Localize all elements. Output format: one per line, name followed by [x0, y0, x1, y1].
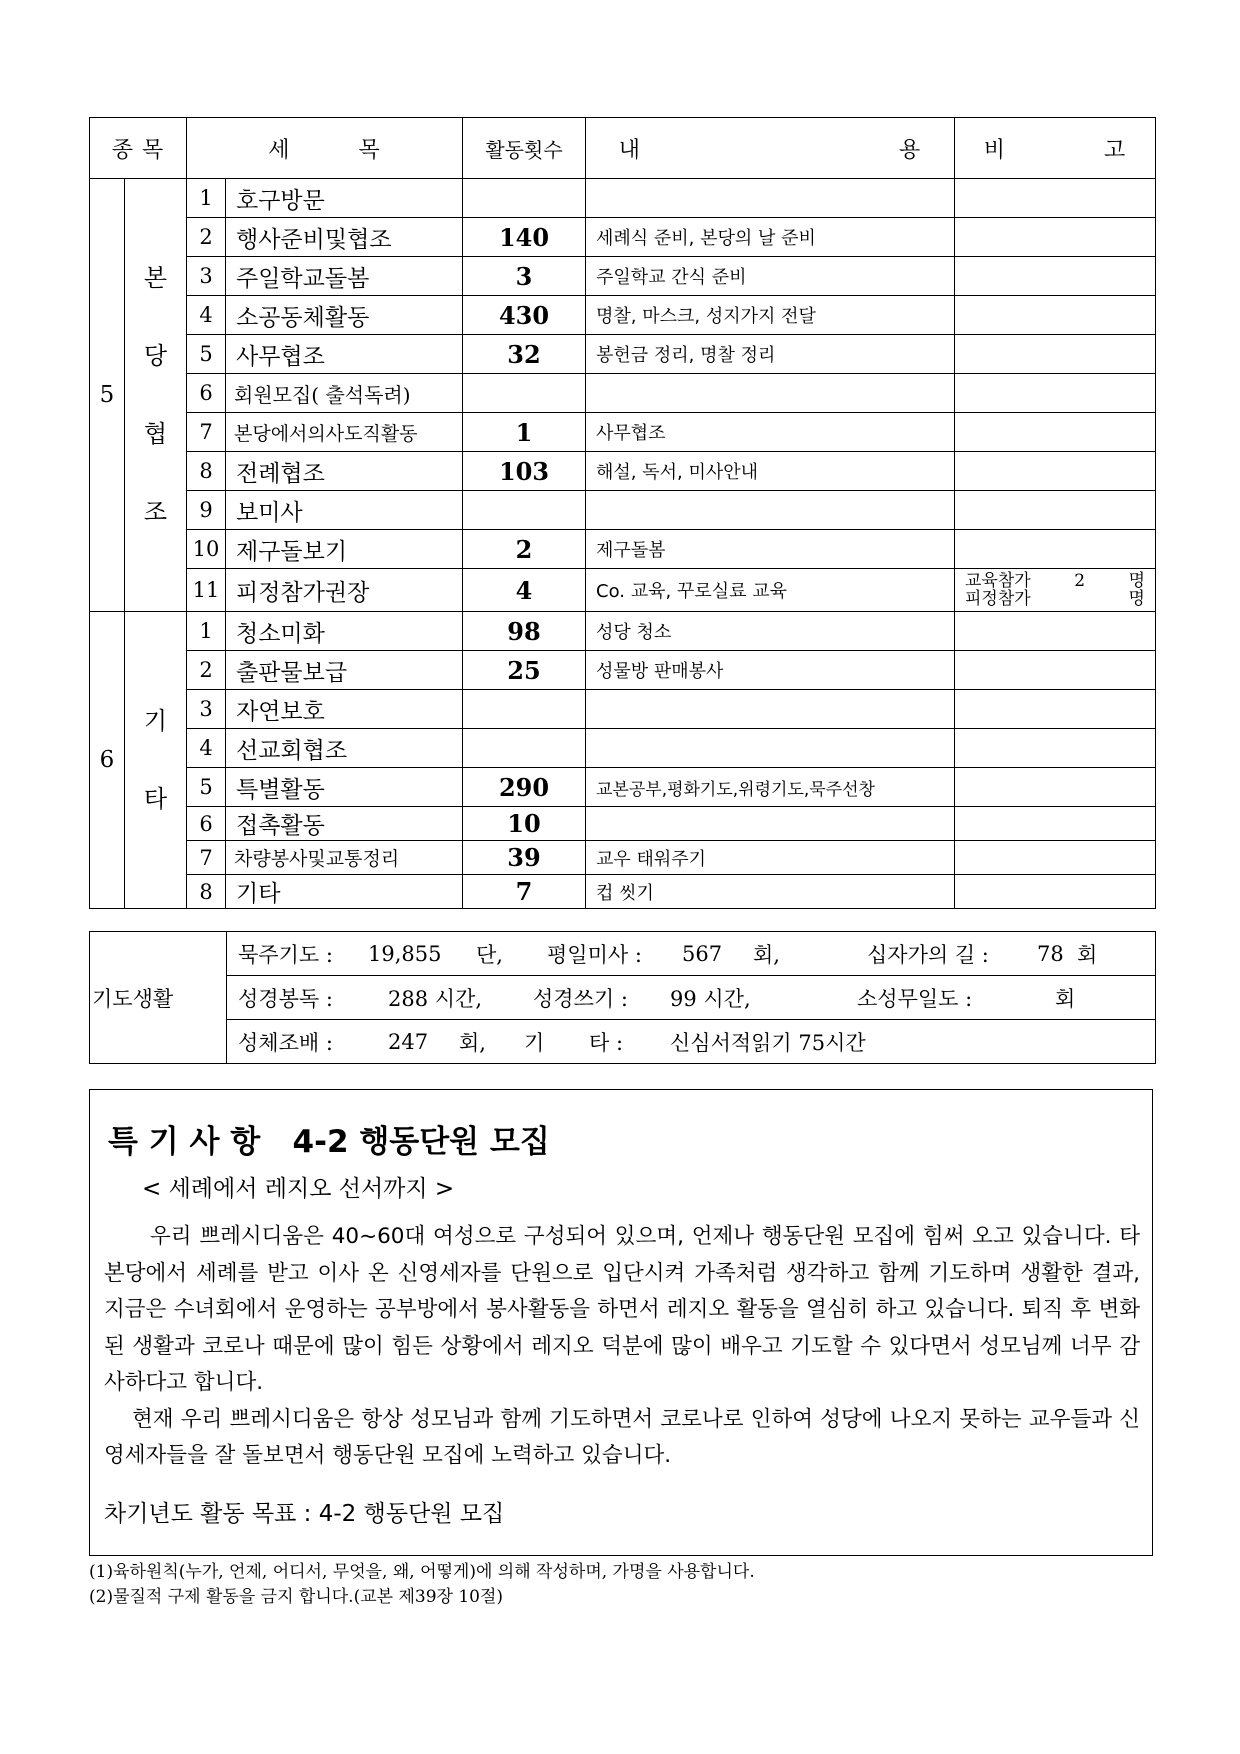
item-number: 5	[187, 335, 226, 374]
remark-cell	[955, 491, 1156, 530]
category-number: 6	[90, 612, 125, 909]
activity-description: 사무협조	[586, 413, 955, 452]
table-row	[90, 335, 1156, 374]
item-number: 4	[187, 729, 226, 768]
table-row	[90, 296, 1156, 335]
prayer-row-3	[227, 1020, 1156, 1064]
activity-count: 1	[463, 413, 586, 452]
item-name: 행사준비및협조	[226, 218, 463, 257]
item-name: 피정참가권장	[226, 569, 463, 612]
table-row	[90, 218, 1156, 257]
remark-part: 명	[1128, 571, 1145, 591]
activity-count	[463, 690, 586, 729]
item-number: 3	[187, 690, 226, 729]
item-name: 전례협조	[226, 452, 463, 491]
bible-reading-value: 288 시간,	[388, 986, 483, 1011]
item-name: 특별활동	[226, 768, 463, 807]
table-row	[90, 257, 1156, 296]
table-row	[90, 530, 1156, 569]
activity-count: 290	[463, 768, 586, 807]
table-row	[90, 768, 1156, 807]
table-row	[90, 612, 1156, 651]
activity-description: 명찰, 마스크, 성지가지 전달	[586, 296, 955, 335]
prayer-row-2	[227, 976, 1156, 1020]
remark-cell	[955, 530, 1156, 569]
activity-description: 해설, 독서, 미사안내	[586, 452, 955, 491]
category-name-char: 타	[143, 785, 168, 813]
table-row	[90, 374, 1156, 413]
activity-description	[586, 179, 955, 218]
activity-description: 제구돌봄	[586, 530, 955, 569]
footnote-2: (2)물질적 구제 활동을 금지 합니다.(교본 제39장 10절)	[89, 1587, 504, 1607]
category-name-char: 본	[143, 264, 168, 292]
item-number: 2	[187, 651, 226, 690]
table-row	[90, 807, 1156, 841]
weekday-mass-label: 평일미사 :	[547, 942, 642, 967]
special-title: 특 기 사 항 4-2 행동단원 모집	[108, 1124, 550, 1160]
footnote-1: (1)육하원칙(누가, 언제, 어디서, 무엇을, 왜, 어떻게)에 의해 작성하며, 가명을 사용합니다.	[89, 1562, 755, 1582]
table-row	[90, 179, 1156, 218]
activity-description: 교본공부,평화기도,위령기도,묵주선창	[586, 768, 955, 807]
activity-description: 세례식 준비, 본당의 날 준비	[586, 218, 955, 257]
remark-cell	[955, 807, 1156, 841]
little-office-label: 소성무일도 :	[857, 986, 973, 1011]
stations-value: 78	[1037, 941, 1064, 966]
item-number: 1	[187, 179, 226, 218]
special-body	[104, 1219, 1140, 1475]
special-subtitle: < 세례에서 레지오 선서까지 >	[142, 1176, 455, 1202]
activity-count: 140	[463, 218, 586, 257]
remark-cell	[955, 296, 1156, 335]
activity-description	[586, 729, 955, 768]
header-count: 활동횟수	[463, 118, 586, 179]
item-name: 청소미화	[226, 612, 463, 651]
rosary-label: 묵주기도 :	[238, 942, 333, 967]
table-row	[90, 875, 1156, 909]
remark-cell	[955, 612, 1156, 651]
activity-count: 25	[463, 651, 586, 690]
activity-description	[586, 690, 955, 729]
item-name: 차량봉사및교통정리	[226, 841, 463, 875]
special-paragraph-1: 우리 쁘레시디움은 40~60대 여성으로 구성되어 있으며, 언제나 행동단원 모집에 힘써 오고 있습니다. 타 본당에서 세례를 받고 이사 온 신영세자를 단원으로 입단시켜 가족처럼 생각하고 함께 기도하며 생활한 결과, 지금은 수녀회에서 운영하는 공부방에서 봉사활동을 하면서 레지오 활동을 열심히 하고 있습니다. 퇴직 후 변화된 생활과 코로나 때문에 많이 힘든 상황에서 레지오 덕분에 많이 배우고 기도할 수 있다면서 성모님께 너무 감사하다고 합니다.	[104, 1224, 1140, 1395]
other-value: 신심서적읽기 75시간	[670, 1030, 866, 1055]
item-name: 출판물보급	[226, 651, 463, 690]
remark-cell	[955, 768, 1156, 807]
remark-cell	[955, 374, 1156, 413]
item-name: 보미사	[226, 491, 463, 530]
activity-description	[586, 374, 955, 413]
item-name: 접촉활동	[226, 807, 463, 841]
table-row	[90, 841, 1156, 875]
little-office-unit: 회	[1055, 986, 1076, 1011]
header-row	[90, 118, 1156, 179]
remark-part: 피정참가	[965, 589, 1031, 609]
activity-count: 7	[463, 875, 586, 909]
header-remark: 비 고	[955, 118, 1156, 179]
item-name: 제구돌보기	[226, 530, 463, 569]
item-name: 본당에서의사도직활동	[226, 413, 463, 452]
activity-count: 430	[463, 296, 586, 335]
category-name-char: 당	[143, 342, 168, 370]
category-name-char: 조	[143, 498, 168, 526]
item-name: 소공동체활동	[226, 296, 463, 335]
activity-description: 성물방 판매봉사	[586, 651, 955, 690]
activity-description	[586, 491, 955, 530]
item-number: 3	[187, 257, 226, 296]
activity-count: 103	[463, 452, 586, 491]
prayer-label: 기도생활	[90, 932, 227, 1064]
activity-count	[463, 179, 586, 218]
activity-description: 봉헌금 정리, 명찰 정리	[586, 335, 955, 374]
activity-description: 컵 씻기	[586, 875, 955, 909]
item-number: 8	[187, 875, 226, 909]
header-category: 종 목	[90, 118, 187, 179]
remark-part: 명	[1128, 589, 1145, 609]
bible-writing-label: 성경쓰기 :	[533, 986, 628, 1011]
activity-description: 교우 태워주기	[586, 841, 955, 875]
weekday-mass-value: 567	[682, 941, 723, 966]
table-row	[90, 452, 1156, 491]
table-row	[90, 569, 1156, 612]
other-label-b: 타 :	[589, 1030, 624, 1055]
item-number: 2	[187, 218, 226, 257]
item-number: 4	[187, 296, 226, 335]
special-notes-box	[89, 1089, 1153, 1556]
item-name: 선교회협조	[226, 729, 463, 768]
remark-cell	[955, 452, 1156, 491]
table-row	[90, 729, 1156, 768]
remark-cell	[955, 257, 1156, 296]
item-number: 1	[187, 612, 226, 651]
remark-cell	[955, 651, 1156, 690]
remark-cell	[955, 218, 1156, 257]
item-name: 호구방문	[226, 179, 463, 218]
activity-count: 32	[463, 335, 586, 374]
activity-description: 주일학교 간식 준비	[586, 257, 955, 296]
remark-cell	[955, 729, 1156, 768]
table-row	[90, 690, 1156, 729]
activity-count: 10	[463, 807, 586, 841]
prayer-row-1	[227, 932, 1156, 976]
category-number: 5	[90, 179, 125, 612]
remark-part: 2	[1074, 571, 1086, 591]
activity-description: Co. 교육, 꾸로실료 교육	[586, 569, 955, 612]
activity-count: 4	[463, 569, 586, 612]
category-name-char: 기	[143, 707, 168, 735]
stations-unit: 회	[1077, 942, 1098, 967]
item-name: 주일학교돌봄	[226, 257, 463, 296]
activity-description: 성당 청소	[586, 612, 955, 651]
adoration-value: 247	[388, 1029, 429, 1054]
activity-count: 98	[463, 612, 586, 651]
stations-label: 십자가의 길 :	[867, 942, 989, 967]
activity-count	[463, 374, 586, 413]
remark-cell	[955, 569, 1156, 612]
table-row	[90, 651, 1156, 690]
activity-table	[89, 117, 1156, 909]
table-row	[90, 491, 1156, 530]
activity-count	[463, 491, 586, 530]
remark-cell	[955, 179, 1156, 218]
remark-line	[965, 572, 1145, 590]
item-number: 10	[187, 530, 226, 569]
adoration-label: 성체조배 :	[238, 1030, 333, 1055]
activity-description	[586, 807, 955, 841]
remark-part: 교육참가	[965, 571, 1031, 591]
activity-count: 39	[463, 841, 586, 875]
item-number: 6	[187, 807, 226, 841]
activity-count: 3	[463, 257, 586, 296]
other-label-a: 기	[524, 1030, 545, 1055]
rosary-unit: 단,	[476, 942, 503, 967]
remark-cell	[955, 413, 1156, 452]
activity-count	[463, 729, 586, 768]
item-number: 6	[187, 374, 226, 413]
item-name: 기타	[226, 875, 463, 909]
category-name	[125, 612, 187, 909]
adoration-unit: 회,	[459, 1030, 486, 1055]
header-content: 내 용	[586, 118, 955, 179]
item-number: 8	[187, 452, 226, 491]
item-number: 9	[187, 491, 226, 530]
header-item: 세 목	[187, 118, 463, 179]
item-number: 7	[187, 841, 226, 875]
item-name: 회원모집( 출석독려)	[226, 374, 463, 413]
rosary-value: 19,855	[368, 941, 442, 966]
activity-count: 2	[463, 530, 586, 569]
item-number: 7	[187, 413, 226, 452]
category-name	[125, 179, 187, 612]
bible-writing-value: 99 시간,	[670, 986, 751, 1011]
table-row	[90, 413, 1156, 452]
remark-cell	[955, 841, 1156, 875]
item-name: 자연보호	[226, 690, 463, 729]
remark-cell	[955, 690, 1156, 729]
remark-line	[965, 590, 1145, 608]
special-paragraph-2: 현재 우리 쁘레시디움은 항상 성모님과 함께 기도하면서 코로나로 인하여 성당에 나오지 못하는 교우들과 신영세자들을 잘 돌보면서 행동단원 모집에 노력하고 있습니다.	[104, 1406, 1140, 1468]
remark-cell	[955, 875, 1156, 909]
item-number: 11	[187, 569, 226, 612]
item-number: 5	[187, 768, 226, 807]
prayer-life-table	[89, 931, 1156, 1064]
bible-reading-label: 성경봉독 :	[238, 986, 333, 1011]
remark-cell	[955, 335, 1156, 374]
weekday-mass-unit: 회,	[753, 942, 780, 967]
next-year-goal: 차기년도 활동 목표 : 4-2 행동단원 모집	[104, 1501, 505, 1527]
item-name: 사무협조	[226, 335, 463, 374]
category-name-char: 협	[143, 420, 168, 448]
